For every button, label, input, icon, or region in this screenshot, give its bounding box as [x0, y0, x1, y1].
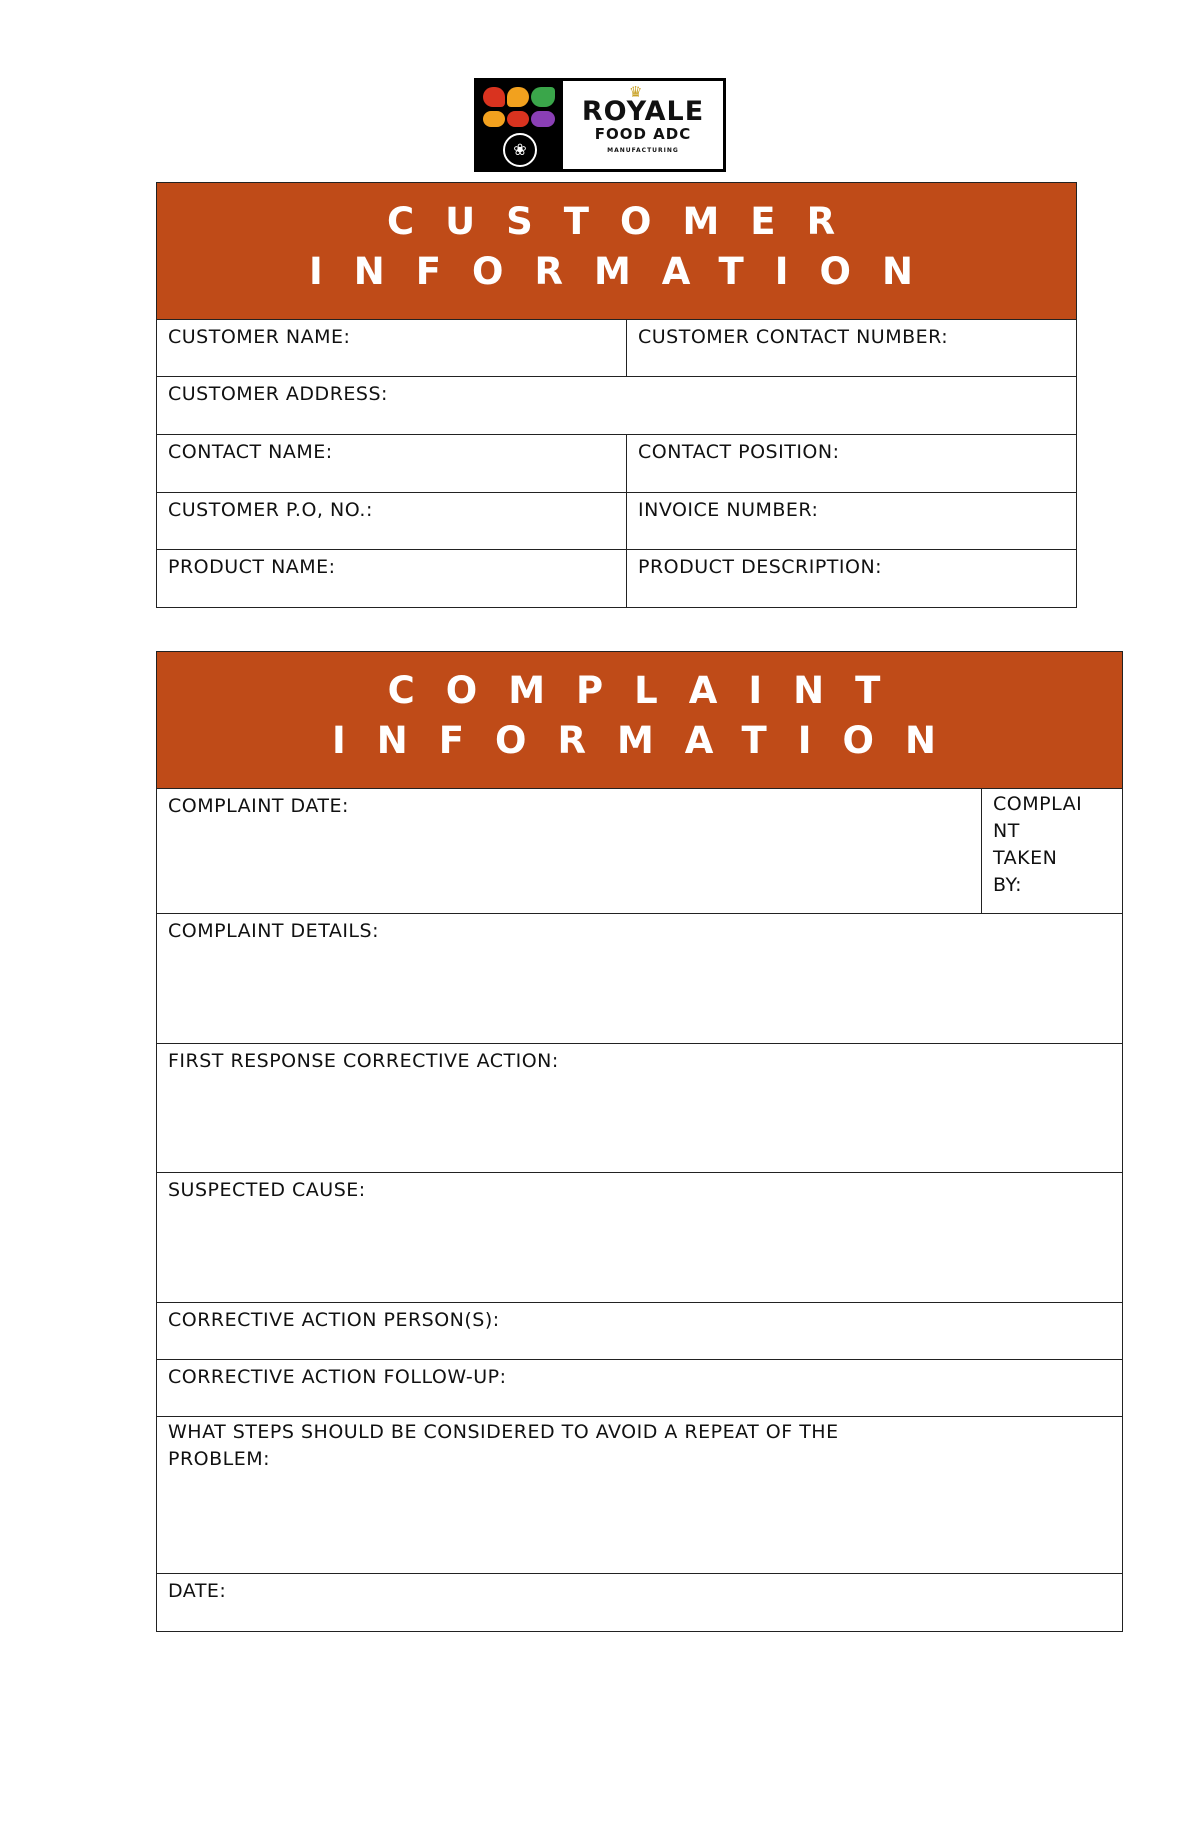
- customer-po-number-field[interactable]: CUSTOMER P.O, NO.:: [157, 493, 627, 550]
- logo-wordmark: [563, 81, 723, 169]
- complaint-date-field[interactable]: COMPLAINT DATE:: [157, 789, 982, 914]
- corrective-action-followup-field[interactable]: CORRECTIVE ACTION FOLLOW-UP:: [157, 1360, 1123, 1417]
- first-response-corrective-action-field[interactable]: FIRST RESPONSE CORRECTIVE ACTION:: [157, 1044, 1123, 1173]
- company-logo: [474, 78, 726, 172]
- suspected-cause-field[interactable]: SUSPECTED CAUSE:: [157, 1173, 1123, 1303]
- logo-brand-line2: FOOD ADC: [594, 125, 692, 143]
- complaint-taken-by-label-line1: COMPLAI: [993, 793, 1083, 815]
- avoid-repeat-steps-field[interactable]: [157, 1417, 1123, 1574]
- product-description-field[interactable]: PRODUCT DESCRIPTION:: [627, 550, 1077, 608]
- complaint-title-line1: COMPLAINT: [387, 669, 912, 712]
- corrective-action-persons-field[interactable]: CORRECTIVE ACTION PERSON(S):: [157, 1303, 1123, 1360]
- crown-icon: ♛: [629, 83, 643, 101]
- complaint-taken-by-label-line2: NT: [993, 820, 1020, 842]
- customer-name-field[interactable]: CUSTOMER NAME:: [157, 320, 627, 377]
- invoice-number-field[interactable]: INVOICE NUMBER:: [627, 493, 1077, 550]
- complaint-information-header: [157, 652, 1123, 789]
- contact-name-field[interactable]: CONTACT NAME:: [157, 435, 627, 493]
- customer-title-line2: INFORMATION: [309, 250, 944, 293]
- complaint-taken-by-label-line4: BY:: [993, 874, 1022, 896]
- complaint-taken-by-label-line3: TAKEN: [993, 847, 1058, 869]
- avoid-repeat-label-line1: WHAT STEPS SHOULD BE CONSIDERED TO AVOID A REPEAT OF THE: [168, 1421, 839, 1443]
- complaint-details-field[interactable]: COMPLAINT DETAILS:: [157, 914, 1123, 1044]
- complaint-taken-by-field[interactable]: [982, 789, 1123, 914]
- contact-position-field[interactable]: CONTACT POSITION:: [627, 435, 1077, 493]
- logo-brand-line3: MANUFACTURING: [607, 147, 679, 154]
- complaint-information-table: [156, 651, 1123, 1632]
- customer-address-field[interactable]: CUSTOMER ADDRESS:: [157, 377, 1077, 435]
- customer-information-table: [156, 182, 1077, 608]
- logo-mark-icon: [477, 81, 563, 169]
- date-field[interactable]: DATE:: [157, 1574, 1123, 1632]
- avoid-repeat-label-line2: PROBLEM:: [168, 1448, 271, 1470]
- customer-contact-number-field[interactable]: CUSTOMER CONTACT NUMBER:: [627, 320, 1077, 377]
- complaint-title-line2: INFORMATION: [332, 719, 967, 762]
- logo-brand-line1: ROYALE: [581, 96, 705, 127]
- product-name-field[interactable]: PRODUCT NAME:: [157, 550, 627, 608]
- customer-information-header: [157, 183, 1077, 320]
- customer-title-line1: CUSTOMER: [386, 200, 867, 243]
- paw-icon: ❀: [503, 133, 537, 167]
